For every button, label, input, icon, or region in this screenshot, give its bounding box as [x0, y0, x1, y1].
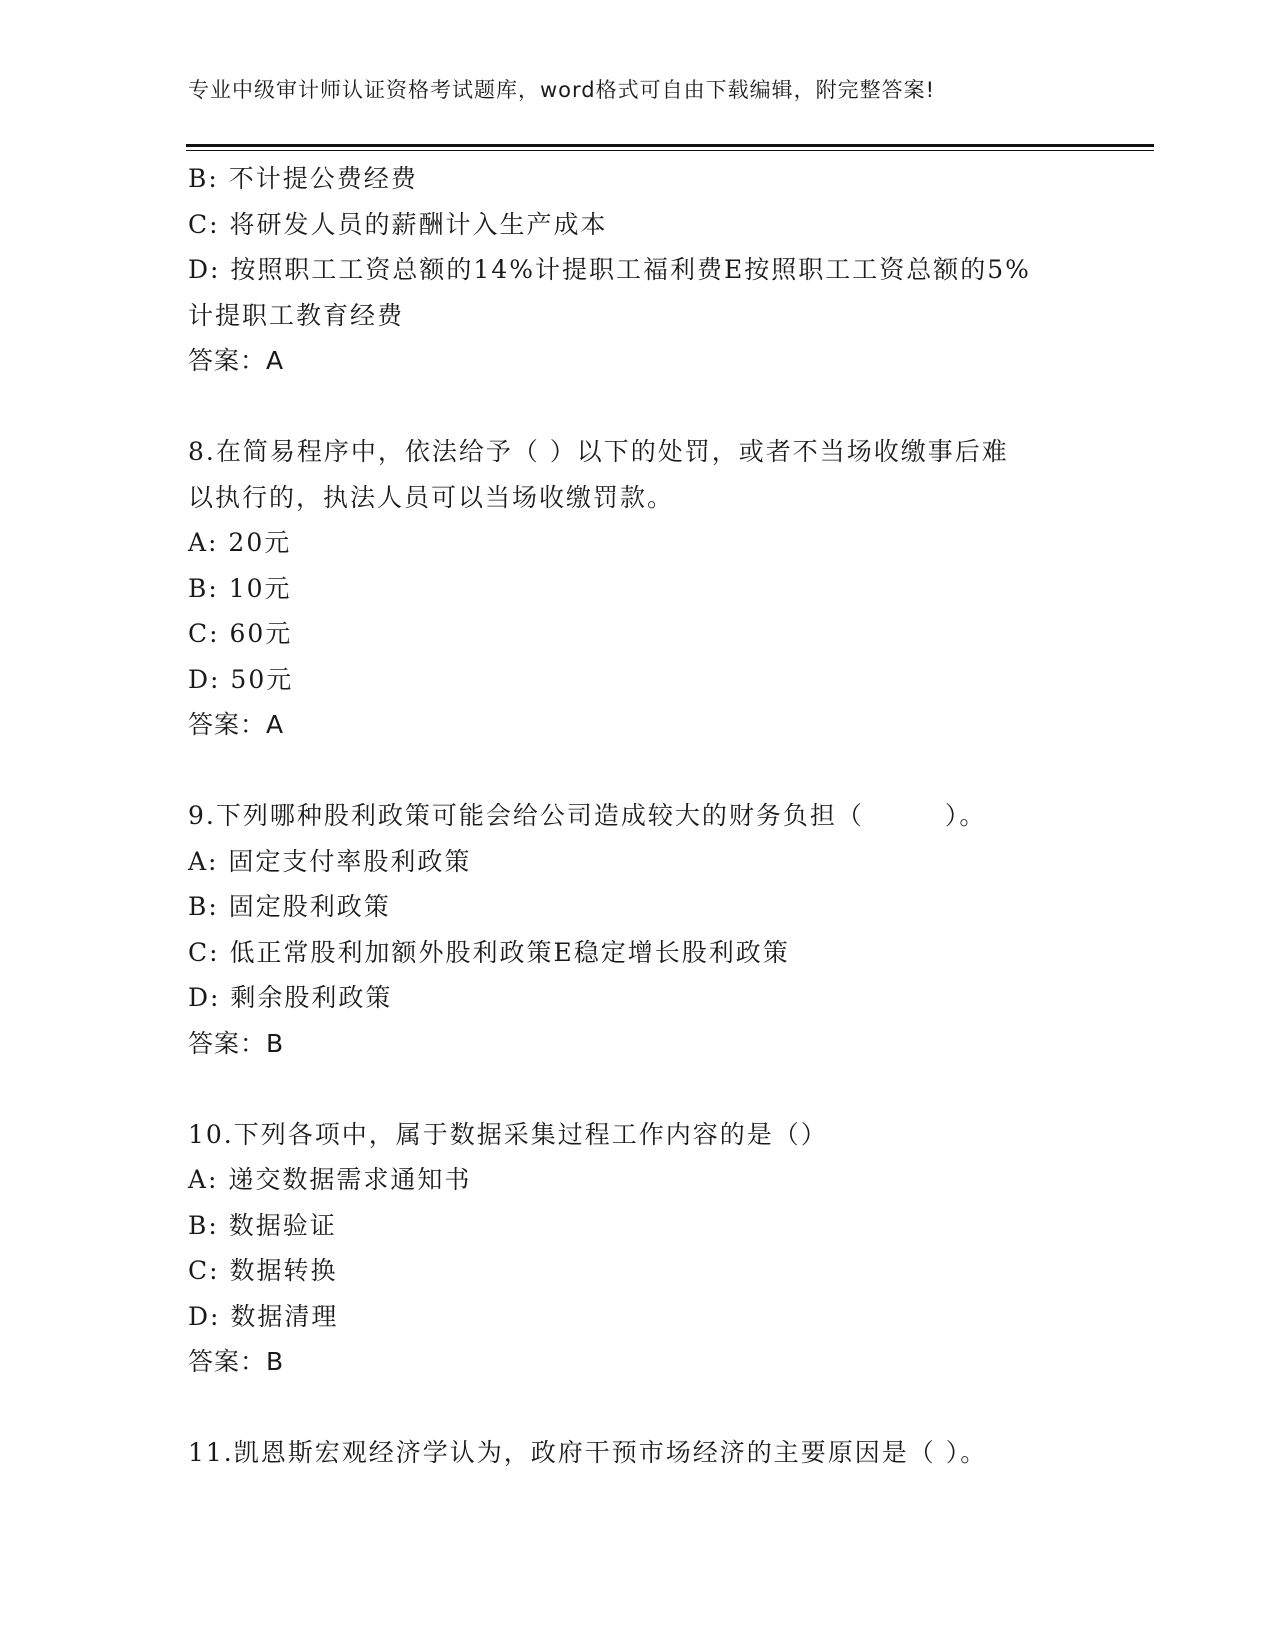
q7-option-d-line2: 计提职工教育经费 [188, 300, 405, 330]
q9-stem: 9.下列哪种股利政策可能会给公司造成较大的财务负担（ ）。 [188, 801, 987, 830]
q9-option-b: B: 固定股利政策 [188, 892, 391, 921]
q7-option-c: C: 将研发人员的薪酬计入生产成本 [188, 209, 608, 239]
q8-option-d: D: 50元 [188, 664, 294, 694]
header-rule-thin [186, 150, 1154, 151]
q9-option-a: A: 固定支付率股利政策 [188, 846, 472, 876]
q7-answer: 答案：A [188, 346, 285, 375]
spacer [188, 1066, 1088, 1112]
q10-option-d: D: 数据清理 [188, 1301, 339, 1331]
spacer [188, 384, 1088, 430]
q8-stem-line2: 以执行的，执法人员可以当场收缴罚款。 [188, 482, 675, 512]
q8-answer: 答案：A [188, 710, 285, 739]
q8-option-c: C: 60元 [188, 619, 293, 648]
spacer [188, 1385, 1088, 1431]
q7-option-d-line1: D: 按照职工工资总额的14%计提职工福利费E按照职工工资总额的5% [188, 255, 1031, 284]
q9-option-c: C: 低正常股利加额外股利政策E稳定增长股利政策 [188, 937, 790, 967]
page-header: 专业中级审计师认证资格考试题库，word格式可自由下载编辑，附完整答案! [188, 78, 936, 102]
q8-option-a: A: 20元 [188, 528, 292, 557]
q10-option-c: C: 数据转换 [188, 1256, 338, 1285]
q10-option-a: A: 递交数据需求通知书 [188, 1165, 472, 1194]
q10-answer: 答案：B [188, 1347, 285, 1376]
q10-stem: 10.下列各项中，属于数据采集过程工作内容的是（） [188, 1119, 828, 1149]
header-rule-thick [186, 144, 1154, 147]
q9-answer: 答案：B [188, 1028, 285, 1058]
q8-option-b: B: 10元 [188, 573, 292, 603]
question-list [188, 156, 1088, 1476]
spacer [188, 748, 1088, 794]
q11-stem: 11.凯恩斯宏观经济学认为，政府干预市场经济的主要原因是（ ）。 [188, 1438, 988, 1467]
q7-option-b: B: 不计提公费经费 [188, 164, 418, 193]
q8-stem-line1: 8.在简易程序中，依法给予（ ）以下的处罚，或者不当场收缴事后难 [188, 437, 1009, 466]
q9-option-d: D: 剩余股利政策 [188, 983, 393, 1012]
q10-option-b: B: 数据验证 [188, 1210, 337, 1240]
